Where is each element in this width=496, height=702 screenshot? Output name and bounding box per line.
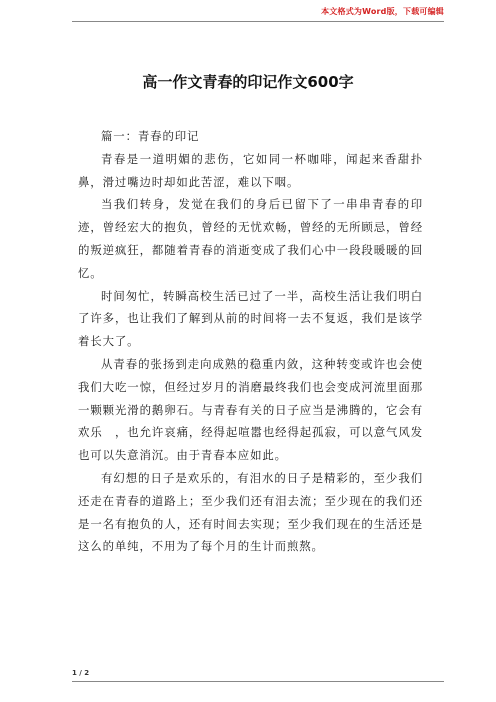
paragraph: 从青春的张扬到走向成熟的稳重内敛，这种转变或许也会使我们大吃一惊，但经过岁月的消磨最终我们也会变成河流里面那一颗颗光滑的鹅卵石。与青春有关的日子应当是沸腾的，它会有欢乐 ，也允许哀痛，经得起喧嚣也经得起孤寂，可以意气风发也可以失意消沉。由于青春本应如此。 (78, 356, 423, 463)
section-heading: 篇一：青春的印记 (101, 129, 200, 143)
footer-divider (72, 681, 444, 682)
paragraph: 有幻想的日子是欢乐的，有泪水的日子是精彩的，至少我们还走在青春的道路上；至少我们还有泪去流；至少现在的我们还是一名有抱负的人，还有时间去实现；至少我们现在的生活还是这么的单纯，不用为了每个月的生计而煎熬。 (78, 470, 423, 554)
paragraph: 当我们转身，发觉在我们的身后已留下了一串串青春的印迹，曾经宏大的抱负，曾经的无忧欢畅，曾经的无所顾忌，曾经的叛逆疯狂，都随着青春的消逝变成了我们心中一段段暖暖的回忆。 (78, 197, 423, 280)
page-number: 1 / 2 (72, 669, 90, 677)
paragraph: 时间匆忙，转瞬高校生活已过了一半，高校生活让我们明白了许多，也让我们了解到从前的时间将一去不复返，我们是该学着长大了。 (78, 288, 423, 349)
paragraph: 青春是一道明媚的悲伤，它如同一杯咖啡，闻起来香甜扑鼻，滑过嘴边时却如此苦涩，难以下咽。 (78, 151, 423, 189)
document-body (78, 125, 423, 558)
format-note: 本文格式为Word版，下载可编辑 (321, 7, 444, 16)
header-divider (72, 21, 444, 22)
document-title: 高一作文青春的印记作文600字 (142, 73, 354, 91)
